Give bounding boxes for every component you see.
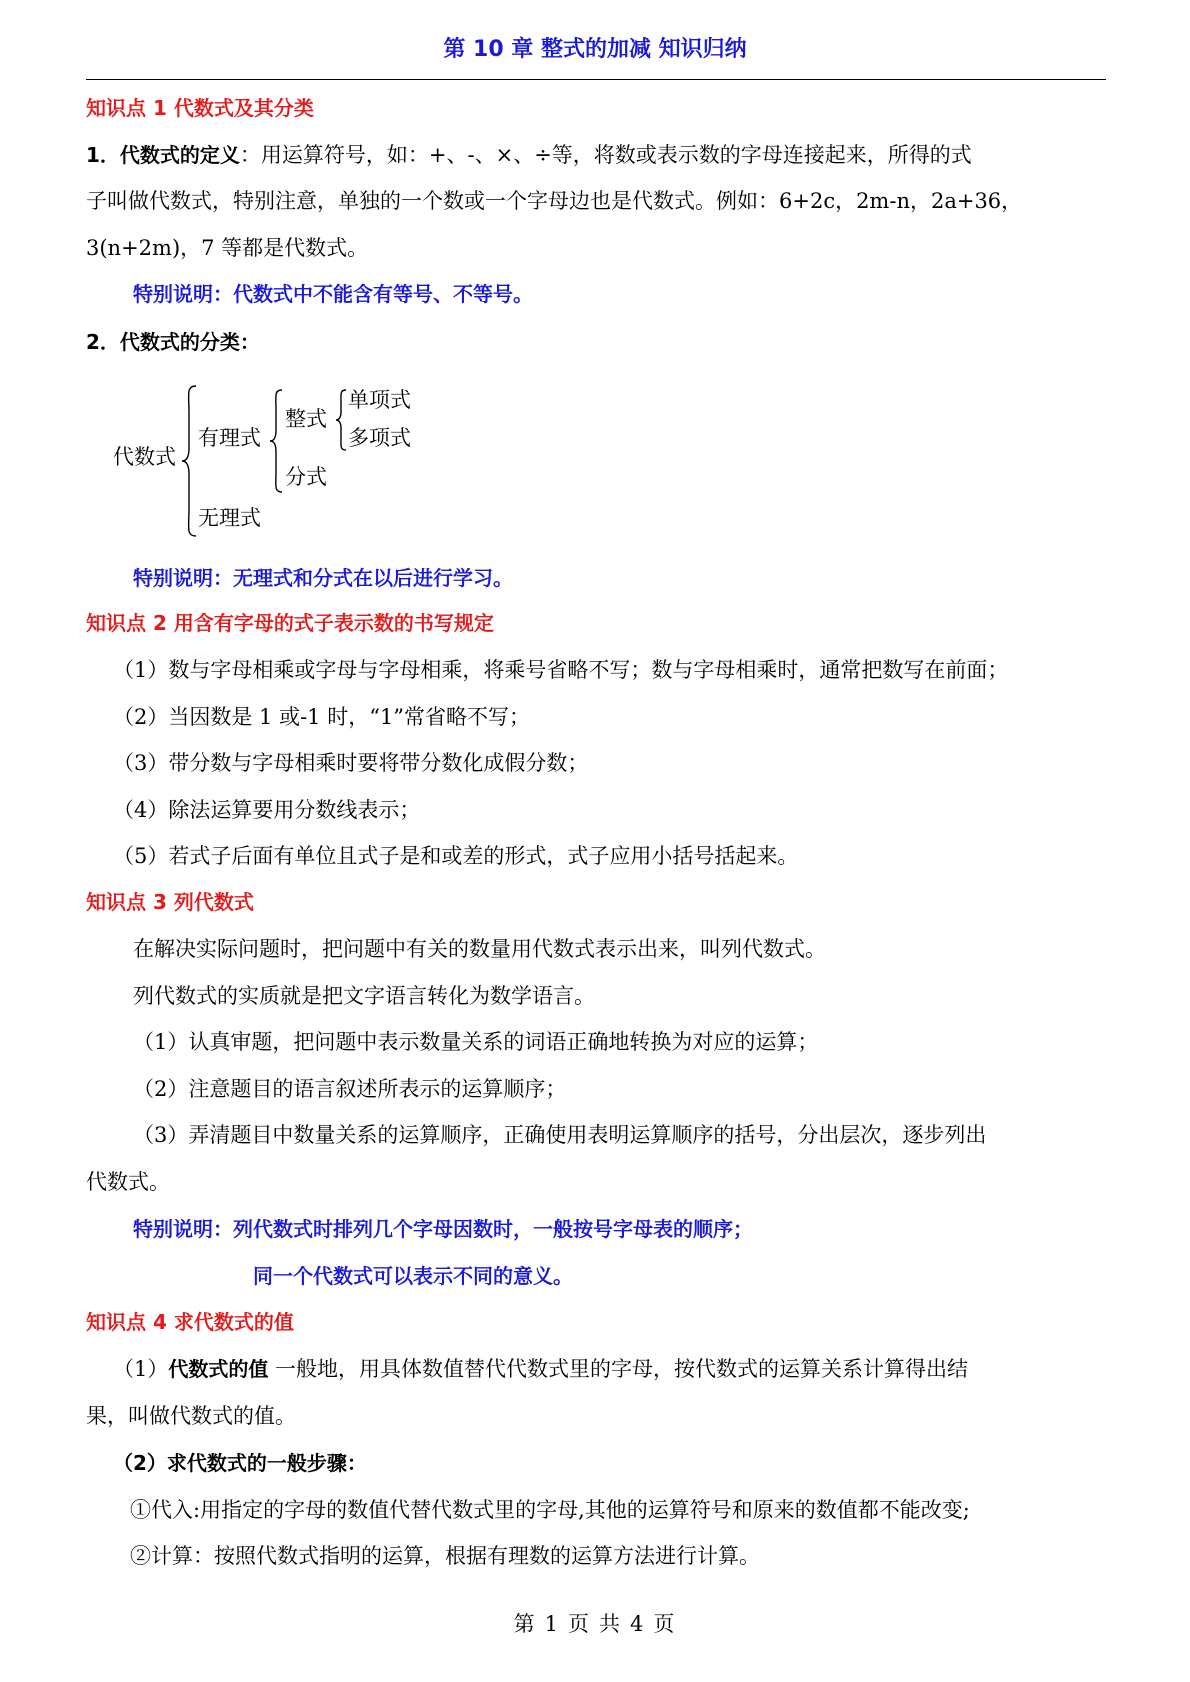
section-4-heading: 知识点 4 求代数式的值 — [86, 1310, 294, 1334]
definition-line-3: 3(n+2m)，7 等都是代数式。 — [86, 236, 369, 260]
left-brace-icon — [334, 388, 348, 452]
step-substitute: ①代入:用指定的字母的数值代替代数式里的字母,其他的运算符号和原来的数值都不能改变; — [130, 1498, 970, 1522]
value-definition-line-2: 果，叫做代数式的值。 — [86, 1404, 296, 1428]
section-3-heading: 知识点 3 列代数式 — [86, 890, 254, 914]
title-divider — [86, 79, 1106, 80]
definition-text: ：用运算符号，如：+、-、×、÷等，将数或表示数的字母连接起来，所得的式 — [239, 143, 972, 167]
page-title: 第 10 章 整式的加减 知识归纳 — [443, 37, 747, 62]
note-2: 特别说明：无理式和分式在以后进行学习。 — [133, 566, 513, 590]
tree-rational: 有理式 — [198, 426, 261, 450]
page-total: 4 — [630, 1612, 646, 1636]
footer-text: 页 — [653, 1612, 677, 1636]
footer-text: 第 — [513, 1612, 537, 1636]
page-footer — [0, 1608, 1190, 1638]
section-2-heading: 知识点 2 用含有字母的式子表示数的书写规定 — [86, 611, 494, 635]
paragraph: 在解决实际问题时，把问题中有关的数量用代数式表示出来，叫列代数式。 — [133, 937, 826, 961]
item-number: （1） — [113, 1357, 169, 1381]
tree-integral: 整式 — [285, 407, 327, 431]
tree-monomial: 单项式 — [348, 388, 411, 412]
list-item: （3）弄清题目中数量关系的运算顺序，正确使用表明运算顺序的括号，分出层次，逐步列出 — [133, 1123, 987, 1147]
definition-line-1 — [86, 140, 972, 170]
footer-text: 页 — [568, 1612, 591, 1636]
left-brace-icon — [180, 384, 198, 538]
list-item: （4）除法运算要用分数线表示； — [113, 798, 421, 822]
definition-line-2: 子叫做代数式，特别注意，单独的一个数或一个字母边也是代数式。例如：6+2c，2m-n，2a+36， — [86, 189, 1023, 213]
list-item: （2）注意题目的语言叙述所表示的运算顺序； — [133, 1077, 567, 1101]
note-3-continuation: 同一个代数式可以表示不同的意义。 — [253, 1264, 573, 1288]
page-number: 1 — [544, 1612, 560, 1636]
tree-irrational: 无理式 — [198, 506, 261, 530]
classification-label: 2．代数式的分类： — [86, 330, 260, 354]
left-brace-icon — [268, 388, 284, 494]
list-item: （2）当因数是 1 或-1 时，“1”常省略不写； — [113, 705, 531, 729]
tree-root: 代数式 — [113, 445, 176, 469]
section-1-heading: 知识点 1 代数式及其分类 — [86, 96, 314, 120]
steps-label: （2）求代数式的一般步骤： — [113, 1451, 367, 1475]
list-item: （1）认真审题，把问题中表示数量关系的词语正确地转换为对应的运算； — [133, 1030, 819, 1054]
list-item: （1）数与字母相乘或字母与字母相乘，将乘号省略不写；数与字母相乘时，通常把数写在前面； — [113, 658, 1009, 682]
list-item-continuation: 代数式。 — [86, 1170, 170, 1194]
note-1: 特别说明：代数式中不能含有等号、不等号。 — [133, 282, 533, 306]
value-definition-line-1 — [113, 1354, 968, 1384]
tree-polynomial: 多项式 — [348, 426, 411, 450]
paragraph: 列代数式的实质就是把文字语言转化为数学语言。 — [133, 984, 595, 1008]
list-item: （3）带分数与字母相乘时要将带分数化成假分数； — [113, 751, 589, 775]
note-3: 特别说明：列代数式时排列几个字母因数时，一般按号字母表的顺序； — [133, 1217, 753, 1241]
value-definition-text: 一般地，用具体数值替代代数式里的字母，按代数式的运算关系计算得出结 — [268, 1357, 969, 1381]
definition-label: 1．代数式的定义 — [86, 143, 240, 167]
footer-text: 共 — [599, 1612, 622, 1636]
value-label: 代数式的值 — [168, 1357, 269, 1381]
step-calculate: ②计算：按照代数式指明的运算，根据有理数的运算方法进行计算。 — [130, 1544, 760, 1568]
list-item: （5）若式子后面有单位且式子是和或差的形式，式子应用小括号括起来。 — [113, 844, 799, 868]
tree-fractional: 分式 — [285, 465, 327, 489]
